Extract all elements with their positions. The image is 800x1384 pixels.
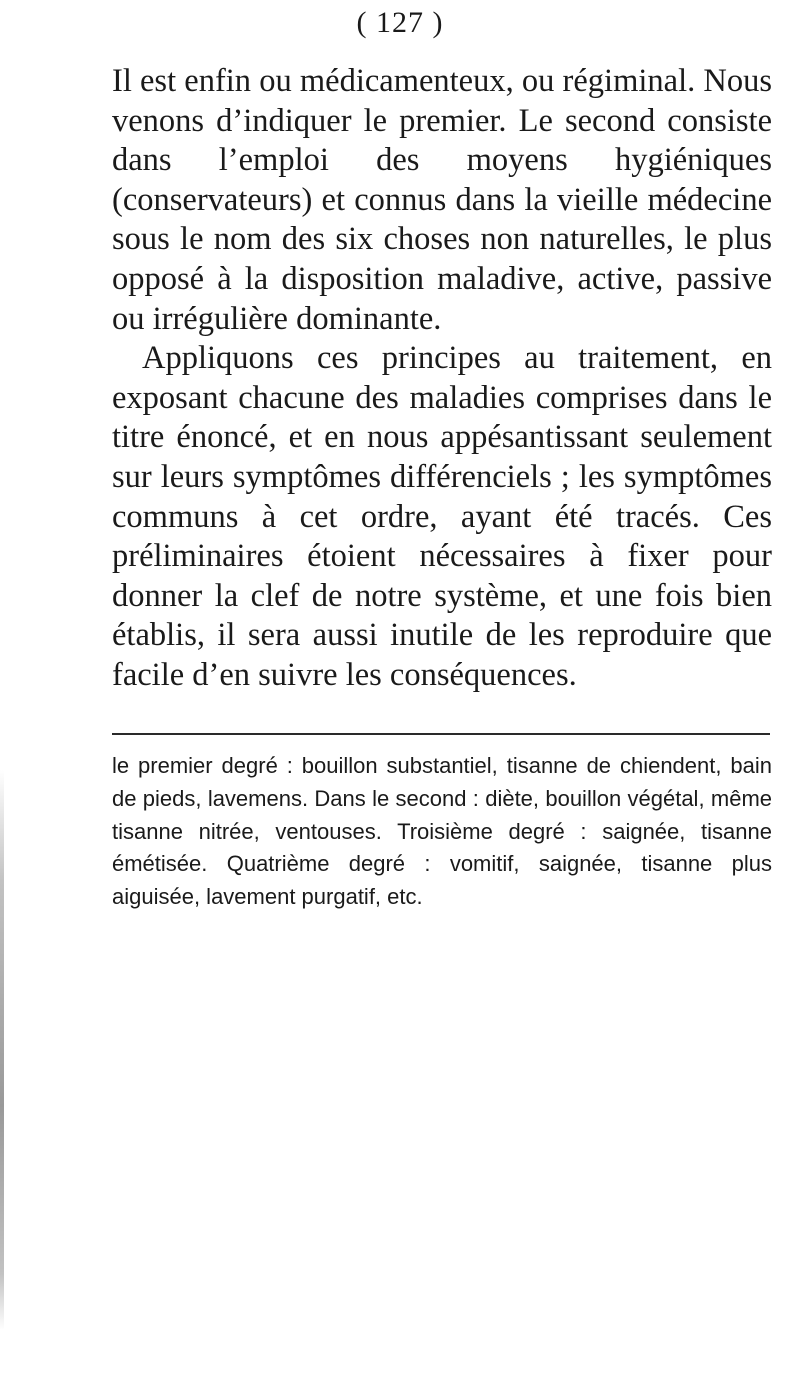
paragraph-1: Il est enfin ou médicamenteux, ou régiminal. Nous venons d’indiquer le premier. Le second consiste dans l’emploi des moyens hygiéniques (conservateurs) et connus dans la vieille médecine sous le nom des six choses non naturelles, le plus opposé à la disposition maladive, active, passive ou irrégulière dominante. [112, 63, 772, 337]
main-text [112, 62, 772, 696]
page-number: ( 127 ) [356, 6, 444, 39]
page-binding-edge [0, 770, 4, 1330]
footnote: le premier degré : bouillon substantiel, tisanne de chiendent, bain de pieds, lavemens. Dans le second : diète, bouillon végétal, même tisanne nitrée, ventouses. Troisième degré : saignée, tisanne émétisée. Quatrième degré : vomitif, saignée, tisanne plus aiguisée, lavement purgatif, etc. [112, 753, 772, 910]
paragraph-2: Appliquons ces principes au traitement, en exposant chacune des maladies comprises dans le titre énoncé, et en nous appésantissant seulement sur leurs symptômes différenciels ; les symptômes communs à cet ordre, ayant été tracés. Ces préliminaires étoient nécessaires à fixer pour donner la clef de notre système, et une fois bien établis, il sera aussi inutile de les reproduire que facile d’en suivre les conséquences. [112, 340, 772, 693]
footnote-separator [112, 733, 770, 735]
